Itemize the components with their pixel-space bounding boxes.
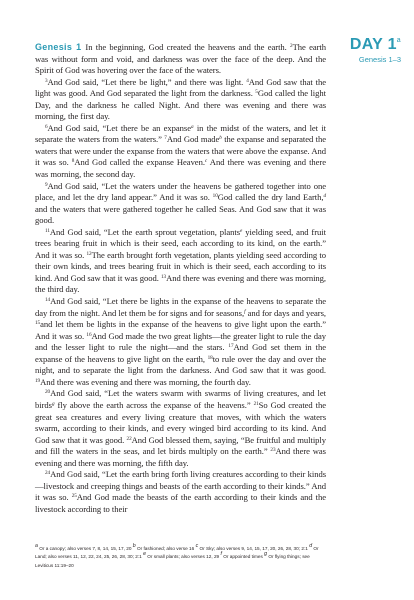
reading-range: Genesis 1–3 [358,55,401,64]
footnote-text: Or a canopy; also verses 7, 8, 14, 15, 17, 20 [37,546,133,551]
verse-number: 21 [253,400,259,407]
verse-number: 9 [45,181,48,188]
verse-text: And God said, “Let the earth sprout vegetation, plants [49,226,241,237]
footnote-marker: f [244,308,246,315]
verse-text: and let them be lights in the expanse of the heavens to give light upon the earth.” And it was so. [35,319,326,341]
footnote-letter: f [220,551,222,558]
verse-number: 7 [164,135,167,142]
footnote-letter: b [132,543,136,549]
footnote-letter: d [309,543,313,549]
verse-text: yielding seed, and fruit trees bearing fruit in which is their seed, each according to its kind, on the earth.” And it was so. [35,226,326,260]
footnotes [35,545,326,570]
verse-text: God called the light Day, and the darkness he called Night. And there was evening and there was morning, the first day. [35,88,326,122]
verse-text: And God made the beasts of the earth according to their kinds and the livestock according to their [35,492,326,514]
day-footnote-marker: a [396,37,401,44]
verse-number: 15 [35,320,41,327]
paragraph-1 [35,77,326,123]
verse-text: And God saw that the light was good. And God separated the light from the darkness. [35,76,326,99]
verse-text: the expanse and separated the waters that were under the expanse from the waters that were above the expanse. And it was so. [35,134,326,168]
verse-text: And there was evening and there was morning, the fourth day. [40,376,251,387]
chapter-heading: Genesis 1 [35,42,82,52]
verse-number: 5 [255,89,258,96]
footnote-text: Or small plants; also verses 12, 29 [145,554,221,560]
verse-text: And God said, “Let the waters swarm with swarms of living creatures, and let birds [35,388,326,410]
verse-number: 24 [45,470,51,477]
verse-text: And God said, “Let the earth bring forth living creatures according to their kinds—livestock and creeping things and beasts of the earth according to their kinds.” And it was so. [35,469,326,503]
verse-text: And there was evening and there was morning, the second day. [35,157,326,180]
verse-text: And God blessed them, saying, “Be fruitful and multiply and fill the waters in the seas, and let birds multiply on the earth.” [35,434,326,457]
day-label: DAY 1$^a$ [349,36,401,53]
verse-text: God called the dry land Earth, [217,192,324,203]
paragraph-2 [35,123,326,181]
reading-plan-sidebar [341,36,401,65]
verse-text: And there was evening and there was morning, the third day. [35,272,327,295]
scripture-text [35,42,326,515]
verse-number: 19 [35,377,41,384]
verse-number: 10 [212,193,218,200]
verse-number: 23 [270,447,276,454]
verse-text: And God made the two great lights—the greater light to rule the day and the lesser light to rule the night—and the stars. [35,330,326,353]
verse-number: 20 [45,389,51,396]
verse-number: 2 [290,43,293,49]
paragraph-4 [35,227,326,296]
verse-text: and the waters that were gathered together he called Seas. And God saw that it was good. [35,203,326,226]
footnote-letter: g [264,551,268,558]
footnote-marker: a [191,123,194,130]
verse-text: And God made [166,134,220,145]
paragraph-3 [35,181,326,227]
verse-number: 13 [161,273,167,280]
footnote-letter: a [35,543,38,549]
footnote-text: Or Sky; also verses 9, 14, 15, 17, 20, 26, 28, 30; 2:1 [198,546,310,551]
verse-number: 16 [86,331,92,338]
verse-number: 22 [126,435,132,442]
paragraph-7 [35,469,326,515]
footnote-marker: d [323,193,326,200]
verse-number: 3 [45,77,48,84]
footnote-text: Or flying things; see Leviticus 11:19–20 [35,554,310,568]
footnote-marker: b [219,135,222,142]
paragraph-6 [35,388,326,469]
verse-text: So God created the great sea creatures and every living creature that moves, with which the waters swarm, according to their kinds, and every winged bird according to its kind. And God saw that it was good. [35,399,326,445]
footnote-letter: c [195,543,199,549]
verse-text: And God said, “Let there be light,” and there was light. [47,76,247,87]
verse-text: And there was evening and there was morning, the fifth day. [35,446,326,468]
verse-number: 6 [45,123,48,130]
verse-number: 12 [86,250,92,257]
footnote-marker: e [240,227,243,234]
footnote-text: Or Land; also verses 11, 12, 22, 24, 25, 26, 28, 30; 2:1 [35,546,319,560]
footnote-letter: e [143,551,146,558]
verse-text: And God called the expanse Heaven. [74,157,205,168]
verse-number: 4 [246,77,249,84]
footnote-marker: c [204,158,208,165]
verse-text: And God set them in the expanse of the heavens to give light on the earth, [35,342,326,364]
verse-text: and for days and years, [245,307,326,318]
verse-text: The earth brought forth vegetation, plants yielding seed according to their own kinds, and trees bearing fruit in which is their seed, each according to its kind. And God saw that it was good. [35,249,326,283]
verse-number: 8 [71,158,75,165]
verse-text: In the beginning, God created the heavens and the earth. [85,42,291,52]
verse-number: 11 [45,227,50,234]
verse-text: And God said, “Let the waters under the heavens be gathered together into one place, and let the dry land appear.” And it was so. [35,180,326,203]
verse-text: And God said, “Let there be lights in the expanse of the heavens to separate the day from the night. And let them be for signs and for seasons, [35,296,326,318]
verse-text: to rule over the day and over the night, and to separate the light from the darkness. And God saw that it was good. [35,353,326,376]
paragraph-0 [35,42,326,77]
verse-text: The earth was without form and void, and darkness was over the face of the deep. And the Spirit of God was hovering over the face of the waters. [35,42,326,76]
footnote-text: Or fashioned; also verse 16 [135,546,196,551]
footnote-marker: g [51,400,55,407]
verse-text: in the midst of the waters, and let it separate the waters from the waters.” [35,122,326,145]
verse-number: 17 [228,343,234,350]
verse-number: 25 [71,493,77,500]
verse-number: 14 [45,297,51,304]
footnote-text: Or appointed times [221,554,265,560]
paragraph-5 [35,296,326,388]
verse-text: And God said, “Let there be an expanse [47,122,191,133]
verse-number: 18 [207,354,213,361]
verse-text: fly above the earth across the expanse of the heavens.” [54,399,254,410]
